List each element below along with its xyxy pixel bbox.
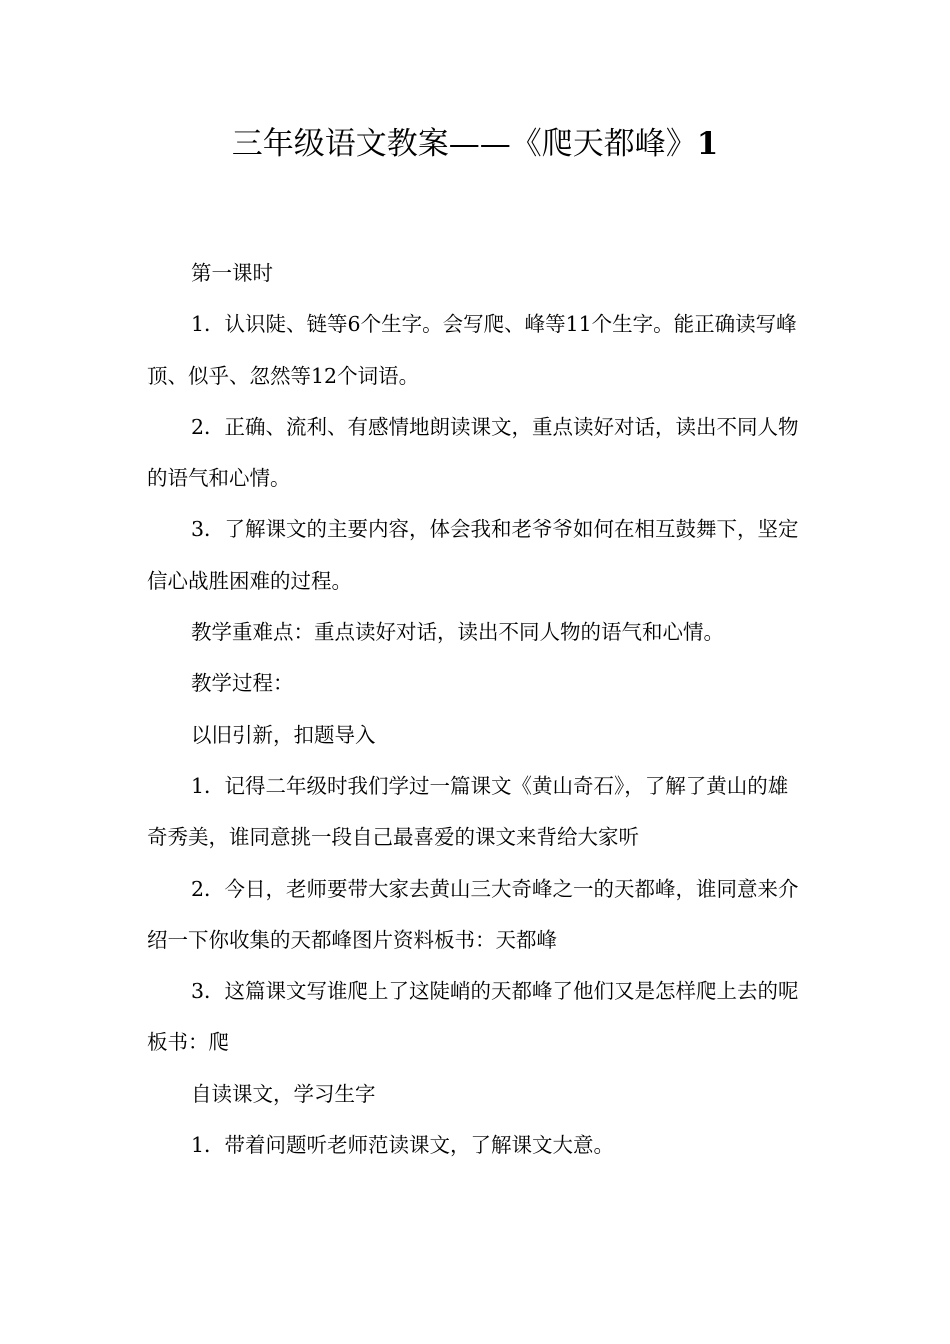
paragraph-section-reading: 自读课文，学习生字 <box>191 1081 376 1106</box>
paragraph-intro-step-1: 1．记得二年级时我们学过一篇课文《黄山奇石》，了解了黄山的雄奇秀美，谁同意挑一段自己最喜爱的课文来背给大家听 <box>147 773 789 850</box>
paragraph-goal-3: 3．了解课文的主要内容，体会我和老爷爷如何在相互鼓舞下，坚定信心战胜困难的过程。 <box>147 517 799 593</box>
paragraph-intro-step-2: 2．今日，老师要带大家去黄山三大奇峰之一的天都峰，谁同意来介绍一下你收集的天都峰图片资料板书：天都峰 <box>147 876 799 952</box>
paragraph-lesson-heading: 第一课时 <box>191 261 273 285</box>
page-title <box>0 122 950 166</box>
paragraph-reading-step-1: 1．带着问题听老师范读课文，了解课文大意。 <box>191 1133 615 1158</box>
document-body <box>147 248 805 1171</box>
paragraph-section-intro: 以旧引新，扣题导入 <box>191 722 376 747</box>
title-text: 三年级语文教案——《爬天都峰》 <box>231 126 697 162</box>
paragraph-goal-2: 2．正确、流利、有感情地朗读课文，重点读好对话，读出不同人物的语气和心情。 <box>147 414 799 491</box>
paragraph-intro-step-3: 3．这篇课文写谁爬上了这陡峭的天都峰了他们又是怎样爬上去的呢板书：爬 <box>147 979 799 1055</box>
paragraph-goal-1: 1．认识陡、链等6个生字。会写爬、峰等11个生字。能正确读写峰顶、似乎、忽然等12个词语。 <box>147 312 797 388</box>
title-number: 1 <box>696 126 719 162</box>
paragraph-key-points: 教学重难点：重点读好对话，读出不同人物的语气和心情。 <box>191 620 724 645</box>
paragraph-process-heading: 教学过程： <box>191 671 294 696</box>
